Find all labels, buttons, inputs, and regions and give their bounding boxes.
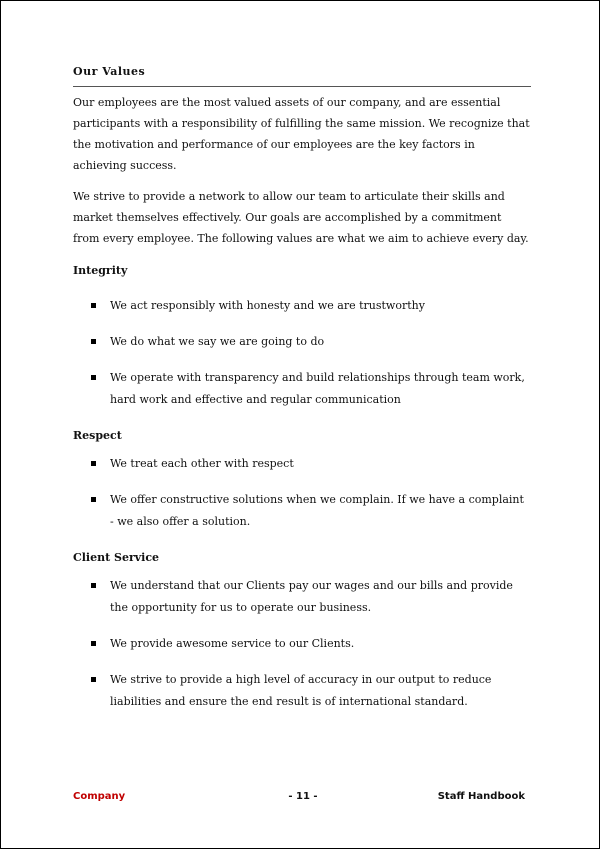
list-item	[73, 295, 531, 317]
list-item-text: We understand that our Clients pay our wages and our bills and provide the opportunity for us to operate our business.	[110, 579, 513, 614]
bullet-square-icon	[91, 461, 96, 466]
bullet-square-icon	[91, 303, 96, 308]
list-item-text: We provide awesome service to our Clients.	[110, 637, 355, 650]
list-item	[73, 633, 531, 655]
footer-document-title: Staff Handbook	[437, 791, 525, 802]
bullet-square-icon	[91, 641, 96, 646]
list-item-text: We offer constructive solutions when we complain. If we have a complaint - we also offer a solution.	[110, 493, 524, 528]
subheading-respect: Respect	[73, 429, 122, 442]
bullet-square-icon	[91, 375, 96, 380]
footer-page-number: - 11 -	[288, 791, 318, 802]
bullet-square-icon	[91, 677, 96, 682]
title-rule	[73, 86, 531, 87]
bullet-list-client-service	[73, 575, 531, 713]
bullet-list-respect	[73, 453, 531, 533]
bullet-list-integrity	[73, 295, 531, 411]
paragraph: Our employees are the most valued assets of our company, and are essential participants with a responsibility of fulfilling the same mission. We recognize that the motivation and performance of our employees are the key factors in achieving success.	[73, 96, 530, 172]
list-item-text: We act responsibly with honesty and we are trustworthy	[110, 299, 425, 312]
footer-company: Company	[73, 791, 126, 802]
list-item	[73, 575, 531, 619]
list-item	[73, 331, 531, 353]
subheading-integrity: Integrity	[73, 264, 128, 277]
list-item	[73, 367, 531, 411]
list-item-text: We treat each other with respect	[110, 457, 294, 470]
bullet-square-icon	[91, 339, 96, 344]
list-item	[73, 669, 531, 713]
section-title: Our Values	[73, 65, 146, 78]
subheading-client-service: Client Service	[73, 551, 160, 564]
paragraph: We strive to provide a network to allow our team to articulate their skills and market themselves effectively. Our goals are accomplished by a commitment from every employee. The following values are what we aim to achieve every day.	[73, 190, 529, 245]
page-content	[73, 63, 531, 713]
list-item	[73, 453, 531, 475]
list-item	[73, 489, 531, 533]
list-item-text: We operate with transparency and build relationships through team work, hard work and effective and regular communication	[110, 371, 525, 406]
bullet-square-icon	[91, 583, 96, 588]
list-item-text: We strive to provide a high level of accuracy in our output to reduce liabilities and ensure the end result is of international standard.	[110, 673, 492, 708]
bullet-square-icon	[91, 497, 96, 502]
list-item-text: We do what we say we are going to do	[110, 335, 325, 348]
page-footer	[73, 788, 525, 806]
